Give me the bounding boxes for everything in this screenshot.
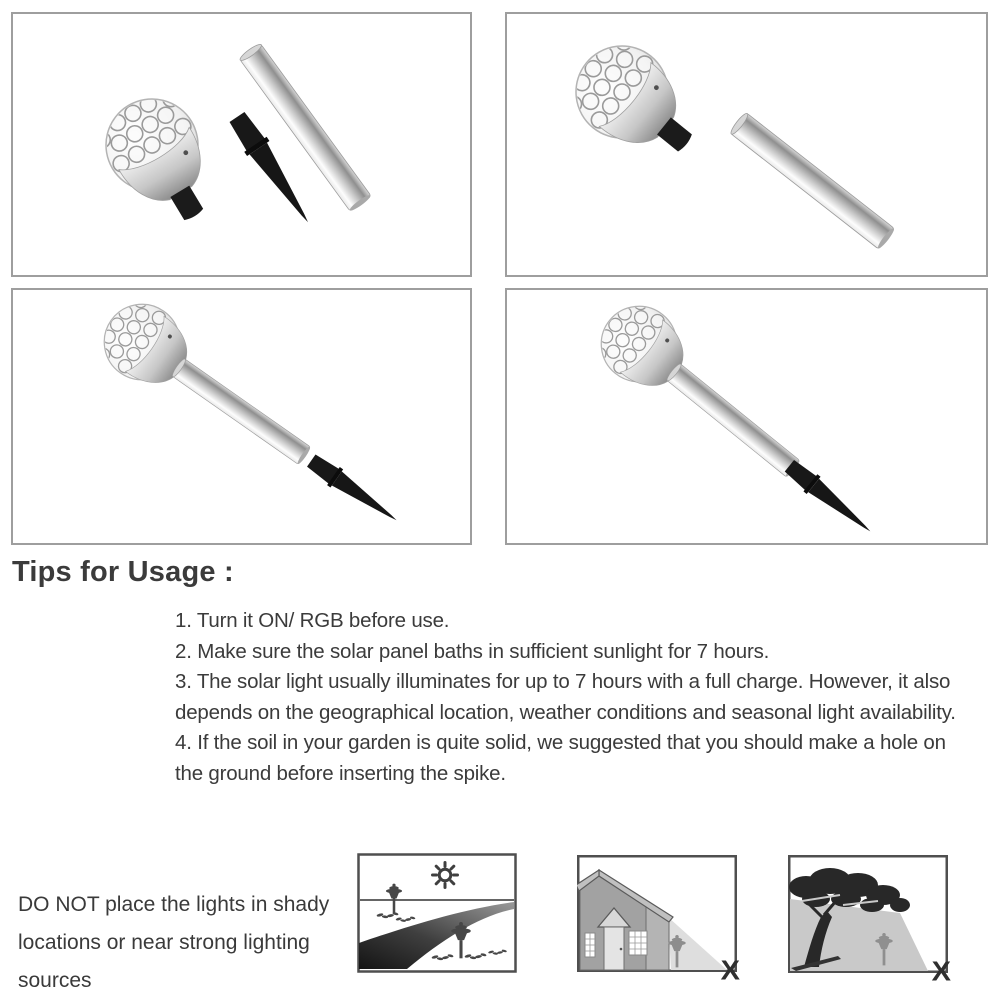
x-mark: X (931, 956, 951, 988)
pole-tube-icon (238, 42, 372, 212)
assembly-step-1-photo (11, 12, 472, 277)
assembled-light-image (507, 290, 986, 543)
tip-item-2: 2. Make sure the solar panel baths in sufficient sunlight for 7 hours. (175, 639, 770, 663)
parts-separated-image (13, 14, 470, 275)
tree-shadow-scene (788, 855, 951, 988)
tip-item-1: 1. Turn it ON/ RGB before use. (175, 609, 450, 632)
tip-item-3: 3. The solar light usually illuminates for up to 7 hours with a full charge. However, it also depends on the geographical location, weather conditions and seasonal light availability. (175, 670, 956, 724)
pole-tube-icon (665, 362, 801, 478)
x-mark: X (720, 955, 740, 987)
window-right (629, 931, 647, 955)
lamp-head-icon (87, 81, 236, 241)
sunny-garden-path-image (357, 853, 517, 973)
pole-tube-icon (729, 112, 896, 251)
ground-spike-icon (305, 451, 403, 529)
lamp-head-icon (556, 26, 717, 182)
door-knob (620, 948, 623, 951)
window-left (585, 933, 595, 957)
attach-spike-image (13, 290, 470, 543)
ground-spike-icon (782, 457, 877, 540)
house-shadow-image (577, 855, 737, 972)
assembly-step-4-photo (505, 288, 988, 545)
assembly-step-2-photo (505, 12, 988, 277)
tips-list (175, 606, 970, 789)
tips-heading: Tips for Usage : (12, 556, 234, 588)
assembly-step-3-photo (11, 288, 472, 545)
attach-pole-image (507, 14, 986, 275)
sunny-garden-path-scene (357, 853, 517, 973)
pole-tube-icon (171, 358, 312, 466)
house-shadow-scene (577, 855, 740, 987)
warning-text: DO NOT place the lights in shady locations or near strong lighting sources (18, 893, 330, 992)
tree-shadow-image (788, 855, 948, 973)
tip-item-4: 4. If the soil in your garden is quite solid, we suggested that you should make a hole on the ground before inserting the spike. (175, 731, 946, 785)
